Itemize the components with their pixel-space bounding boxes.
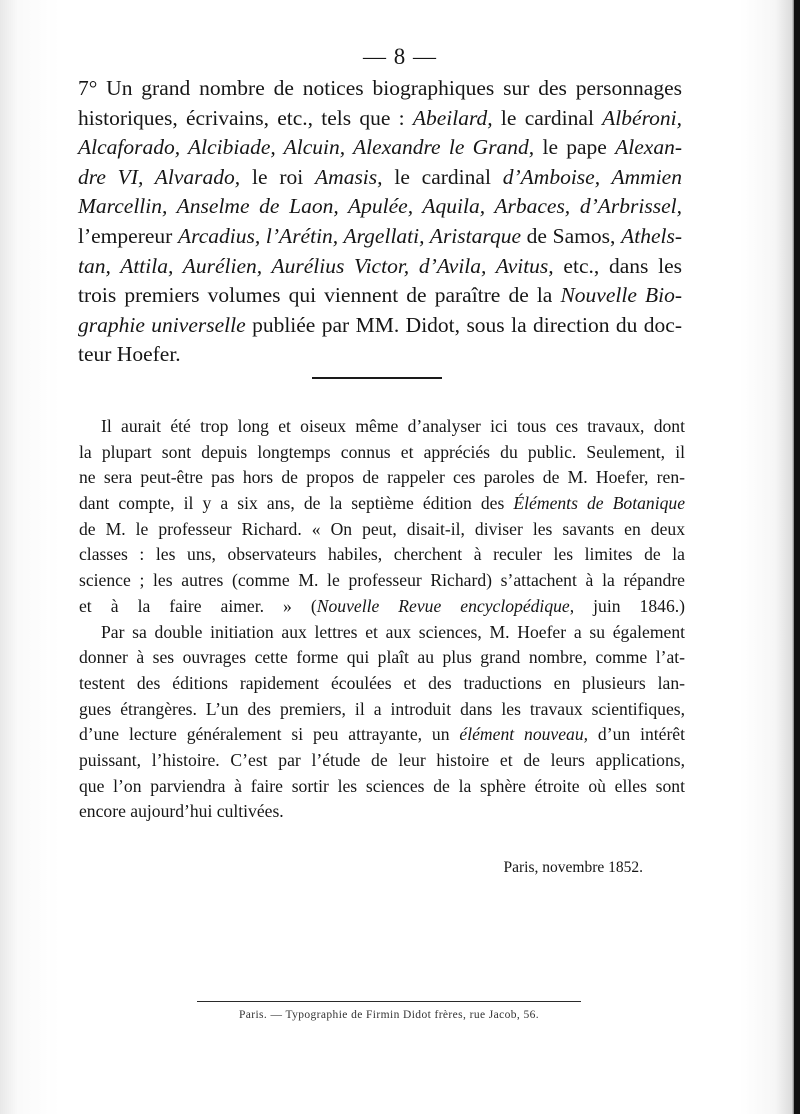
- italic-text: Éléments de Botanique: [513, 493, 686, 514]
- italic-text: Alcaforado, Alcibiade, Alcuin, Alexandre le Grand,: [78, 135, 535, 160]
- body-line: [79, 774, 685, 800]
- item7-line: [78, 252, 682, 282]
- body-line: [79, 414, 685, 440]
- text-run: le roi: [240, 164, 316, 189]
- text-run: et à la faire aimer. » (: [79, 595, 317, 616]
- item7-line: [78, 192, 682, 222]
- page-edge-shadow: [794, 0, 800, 1114]
- item7-line: [78, 222, 682, 252]
- text-run: que l’on parviendra à faire sortir les sciences de la sphère étroite où elles sont: [79, 775, 685, 796]
- italic-text: Abeilard,: [412, 105, 493, 130]
- italic-text: Arcadius, l’Arétin, Argellati, Aristarque: [178, 223, 521, 248]
- italic-text: Amasis,: [315, 164, 383, 189]
- signature-date: Paris, novembre 1852.: [503, 859, 643, 876]
- text-run: de Samos,: [520, 223, 622, 248]
- body-line: [79, 491, 685, 517]
- italic-text: Alexan-: [615, 135, 682, 160]
- text-run: le cardinal: [492, 105, 603, 130]
- body-line: [79, 568, 685, 594]
- body-line: [79, 440, 685, 466]
- text-run: , juin 1846.): [569, 595, 686, 616]
- text-run: le pape: [534, 135, 616, 160]
- text-run: historiques, écrivains, etc., tels que :: [78, 105, 413, 130]
- text-run: la plupart sont depuis longtemps connus et appréciés du public. Seulement, il: [79, 441, 685, 462]
- body-line: [79, 748, 685, 774]
- body-line: [79, 697, 685, 723]
- text-run: d’une lecture généralement si peu attrayante, un: [79, 724, 460, 745]
- text-run: donner à ses ouvrages cette forme qui plaît au plus grand nombre, comme l’at-: [79, 647, 685, 668]
- item7-line: [78, 74, 682, 104]
- italic-text: tan, Attila, Aurélien, Aurélius Victor, d’Avila, Avitus,: [78, 253, 554, 278]
- body-line: [79, 517, 685, 543]
- text-run: trois premiers volumes qui viennent de paraître de la: [78, 283, 561, 308]
- body-line: [79, 645, 685, 671]
- text-run: de M. le professeur Richard. « On peut, disait-il, diviser les savants en deux: [79, 518, 685, 539]
- italic-text: Nouvelle Bio-: [560, 283, 682, 308]
- italic-text: Albéroni,: [602, 105, 682, 130]
- text-run: le cardinal: [382, 164, 503, 189]
- text-run: science ; les autres (comme M. le professeur Richard) s’attachent à la répandre: [79, 570, 685, 591]
- italic-text: Nouvelle Revue encyclopédique: [316, 595, 570, 616]
- printer-imprint: Paris. — Typographie de Firmin Didot frères, rue Jacob, 56.: [238, 1009, 540, 1021]
- text-run: 7° Un grand nombre de notices biographiques sur des personnages: [78, 76, 682, 100]
- item7-line: [78, 311, 682, 341]
- body-line: [79, 594, 685, 620]
- body-line: [79, 799, 685, 825]
- item7-line: [78, 340, 682, 370]
- body-line: [79, 542, 685, 568]
- item7-line: [78, 281, 682, 311]
- body-line: [79, 620, 685, 646]
- text-run: encore aujourd’hui cultivées.: [79, 801, 284, 822]
- text-run: l’empereur: [78, 223, 179, 248]
- italic-text: graphie universelle: [78, 312, 246, 337]
- text-run: testent des éditions rapidement écoulées et des traductions en plusieurs lan-: [79, 672, 685, 693]
- item7-line: [78, 163, 682, 193]
- page-number: — 8 —: [363, 44, 437, 69]
- text-run: gues étrangères. L’un des premiers, il a introduit dans les travaux scientifiques,: [79, 698, 685, 719]
- text-run: teur Hoefer.: [78, 342, 181, 367]
- italic-text: Athels-: [621, 223, 682, 248]
- text-run: publiée par MM. Didot, sous la direction du doc-: [245, 312, 682, 337]
- italic-text: d’Amboise, Ammien: [502, 164, 682, 189]
- text-run: classes : les uns, observateurs habiles, cherchent à reculer les limites de la: [79, 544, 685, 565]
- italic-text: dre VI, Alvarado,: [78, 164, 241, 189]
- body-line: [79, 722, 685, 748]
- footer-rule: [197, 1001, 581, 1002]
- body-text: [79, 414, 685, 825]
- text-run: Il aurait été trop long et oiseux même d’analyser ici tous ces travaux, dont: [101, 416, 685, 436]
- body-line: [79, 671, 685, 697]
- text-run: Par sa double initiation aux lettres et aux sciences, M. Hoefer a su également: [101, 621, 685, 642]
- item-7-paragraph: [78, 74, 682, 370]
- item7-line: [78, 104, 682, 134]
- body-line: [79, 465, 685, 491]
- text-run: puissant, l’histoire. C’est par l’étude de leur histoire et de leurs applications,: [79, 749, 685, 770]
- item7-line: [78, 133, 682, 163]
- italic-text: Marcellin, Anselme de Laon, Apulée, Aquila, Arbaces, d’Arbrissel,: [78, 194, 682, 219]
- text-run: d’un intérêt: [588, 724, 686, 745]
- text-run: dant compte, il y a six ans, de la septième édition des: [79, 493, 514, 514]
- separator-rule: [312, 377, 442, 379]
- italic-text: élément nouveau,: [459, 724, 589, 745]
- text-run: etc., dans les: [553, 253, 683, 278]
- text-run: ne sera peut-être pas hors de propos de rappeler ces paroles de M. Hoefer, ren-: [79, 467, 685, 488]
